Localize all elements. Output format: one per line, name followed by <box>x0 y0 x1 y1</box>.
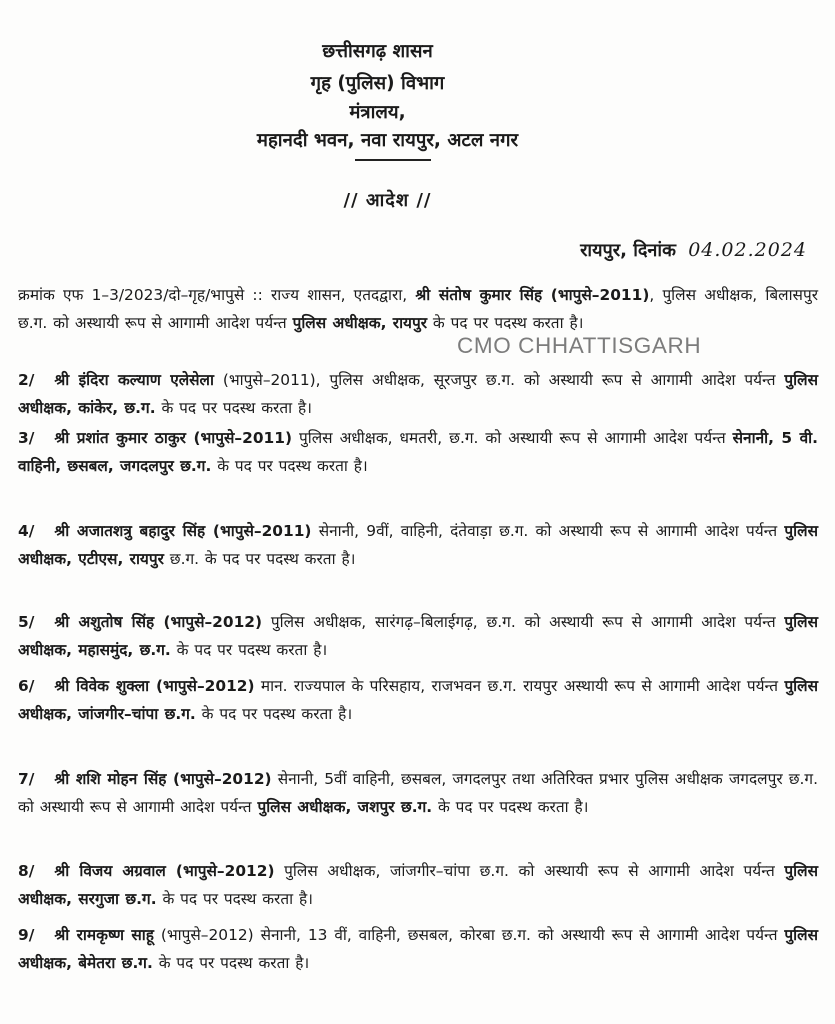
officer-name: श्री विवेक शुक्ला (भापुसे–2012) <box>54 677 255 695</box>
posting-designation: पुलिस अधीक्षक, बेमेतरा छ.ग. <box>18 926 818 972</box>
order-title: // आदेश // <box>343 190 432 211</box>
paragraph-text: के पद पर पदस्थ करता है। <box>152 953 310 972</box>
officer-name: श्री शशि मोहन सिंह (भापुसे–2012) <box>54 770 272 788</box>
paragraph-number: 2/ <box>18 371 35 389</box>
paragraph-text: सेनानी, 5वीं वाहिनी, छसबल, जगदलपुर तथा अतिरिक्त प्रभार पुलिस अधीक्षक जगदलपुर छ.ग. को अस्थायी रूप से आगामी आदेश पर्यन्त <box>18 770 818 816</box>
paragraph-text: के पद पर पदस्थ करता है। <box>427 313 584 332</box>
officer-name: श्री अजातशत्रु बहादुर सिंह (भापुसे–2011) <box>54 522 312 540</box>
paragraph-text: पुलिस अधीक्षक, सारंगढ़–बिलाईगढ़, छ.ग. को अस्थायी रूप से आगामी आदेश पर्यन्त <box>262 613 785 631</box>
paragraph-text: क्रमांक एफ 1–3/2023/दो–गृह/भापुसे :: राज्य शासन, एतदद्वारा, <box>18 286 416 304</box>
paragraph-number: 5/ <box>18 613 35 631</box>
paragraph-text: के पद पर पदस्थ करता है। <box>211 456 368 475</box>
paragraph-text: सेनानी, 9वीं, वाहिनी, दंतेवाड़ा छ.ग. को अस्थायी रूप से आगामी आदेश पर्यन्त <box>311 522 785 540</box>
order-paragraph-1 <box>18 282 818 337</box>
officer-name: श्री विजय अग्रवाल (भापुसे–2012) <box>54 862 275 880</box>
date-value: 04.02.2024 <box>688 239 807 261</box>
posting-designation: पुलिस अधीक्षक, कांकेर, छ.ग. <box>18 371 818 417</box>
header-secretariat: मंत्रालय, <box>349 102 406 123</box>
header-government: छत्तीसगढ़ शासन <box>322 41 433 62</box>
watermark: CMO CHHATTISGARH <box>457 333 702 358</box>
paragraph-text: के पद पर पदस्थ करता है। <box>156 889 313 908</box>
paragraph-text: के पद पर पदस्थ करता है। <box>155 398 312 417</box>
paragraph-number: 9/ <box>18 926 35 944</box>
paragraph-text: छ.ग. के पद पर पदस्थ करता है। <box>163 549 356 568</box>
posting-designation: सेनानी, 5 वी. वाहिनी, छसबल, जगदलपुर छ.ग. <box>18 429 818 475</box>
order-paragraph-6 <box>18 673 818 728</box>
date-line <box>580 238 807 262</box>
paragraph-number: 6/ <box>18 677 35 695</box>
order-paragraph-9 <box>18 922 818 977</box>
paragraph-text: के पद पर पदस्थ करता है। <box>195 704 353 723</box>
officer-name: श्री प्रशांत कुमार ठाकुर (भापुसे–2011) <box>54 429 292 447</box>
posting-designation: पुलिस अधीक्षक, सरगुजा छ.ग. <box>18 862 818 908</box>
paragraph-number: 7/ <box>18 770 35 788</box>
paragraph-text: मान. राज्यपाल के परिसहाय, राजभवन छ.ग. रायपुर अस्थायी रूप से आगामी आदेश पर्यन्त <box>254 677 785 695</box>
paragraph-text: के पद पर पदस्थ करता है। <box>170 640 328 659</box>
order-paragraph-7 <box>18 766 818 821</box>
paragraph-text: के पद पर पदस्थ करता है। <box>432 797 589 816</box>
order-paragraph-8 <box>18 858 818 913</box>
header-department: गृह (पुलिस) विभाग <box>310 73 445 94</box>
order-paragraph-5 <box>18 609 818 664</box>
posting-designation: पुलिस अधीक्षक, एटीएस, रायपुर <box>18 522 818 568</box>
officer-name: श्री संतोष कुमार सिंह (भापुसे–2011) <box>415 286 650 304</box>
header-divider <box>355 159 431 161</box>
posting-designation: पुलिस अधीक्षक, रायपुर <box>292 313 428 332</box>
officer-name: श्री अशुतोष सिंह (भापुसे–2012) <box>54 613 263 631</box>
paragraph-text: (भापुसे–2012) सेनानी, 13 वीं, वाहिनी, छसबल, कोरबा छ.ग. को अस्थायी रूप से आगामी आदेश पर्यन्त <box>153 926 785 944</box>
paragraph-text: (भापुसे–2011), पुलिस अधीक्षक, सूरजपुर छ.ग. को अस्थायी रूप से आगामी आदेश पर्यन्त <box>213 371 785 389</box>
officer-name: श्री रामकृष्ण साहू <box>54 926 154 944</box>
officer-name: श्री इंदिरा कल्याण एलेसेला <box>54 371 214 389</box>
posting-designation: पुलिस अधीक्षक, महासमुंद, छ.ग. <box>18 613 818 659</box>
posting-designation: पुलिस अधीक्षक, जांजगीर–चांपा छ.ग. <box>18 677 819 723</box>
paragraph-number: 8/ <box>18 862 35 880</box>
paragraph-text: पुलिस अधीक्षक, धमतरी, छ.ग. को अस्थायी रूप से आगामी आदेश पर्यन्त <box>292 429 733 447</box>
paragraph-number: 4/ <box>18 522 35 540</box>
order-paragraph-3 <box>18 425 818 480</box>
order-paragraph-2 <box>18 367 818 422</box>
order-paragraph-4 <box>18 518 818 573</box>
header-address: महानदी भवन, नवा रायपुर, अटल नगर <box>256 130 519 151</box>
date-label: रायपुर, दिनांक <box>580 240 676 261</box>
paragraph-number: 3/ <box>18 429 35 447</box>
posting-designation: पुलिस अधीक्षक, जशपुर छ.ग. <box>257 797 433 816</box>
paragraph-text: पुलिस अधीक्षक, जांजगीर–चांपा छ.ग. को अस्थायी रूप से आगामी आदेश पर्यन्त <box>274 862 785 880</box>
paragraph-text: , पुलिस अधीक्षक, बिलासपुर छ.ग. को अस्थायी रूप से आगामी आदेश पर्यन्त <box>18 286 818 332</box>
